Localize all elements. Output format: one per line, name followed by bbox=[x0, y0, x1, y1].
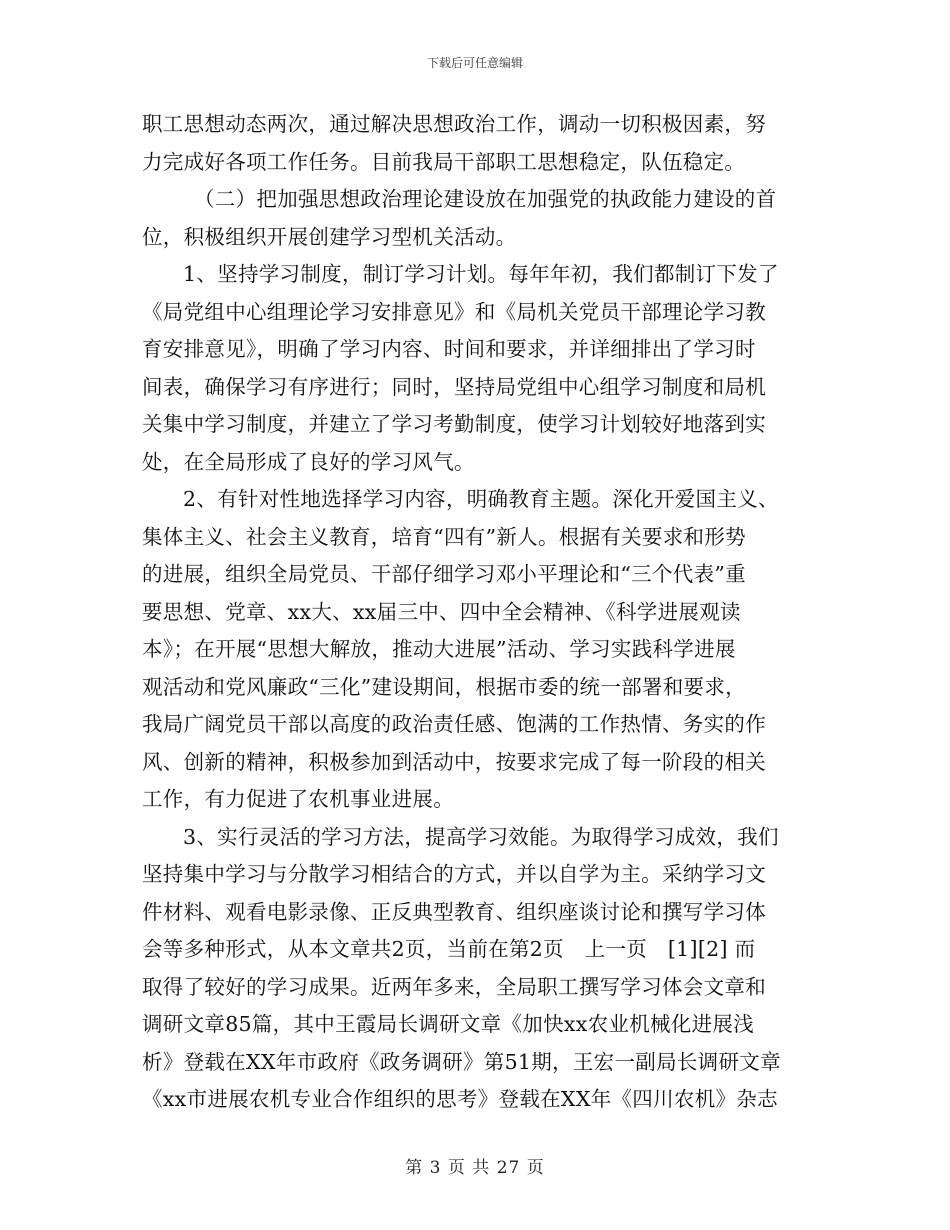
text-line: 本》；在开展“思想大解放，推动大进展”活动、学习实践科学进展 bbox=[142, 637, 736, 661]
text-line: 工作，有力促进了农机事业进展。 bbox=[142, 787, 454, 811]
text-line: 《局党组中心组理论学习安排意见》和《局机关党员干部理论学习教 bbox=[142, 299, 766, 324]
text-line: 取得了较好的学习成果。近两年多来，全局职工撰写学习体会文章和 bbox=[142, 974, 766, 999]
paragraph-start-line: 2、有针对性地选择学习内容，明确教育主题。深化开爱国主义、 bbox=[183, 487, 779, 511]
text-line: 风、创新的精神，积极参加到活动中，按要求完成了每一阶段的相关 bbox=[142, 749, 766, 774]
text-line: 集体主义、社会主义教育，培育“四有”新人。根据有关要求和形势 bbox=[142, 524, 746, 549]
text-line: 观活动和党风廉政“三化”建设期间，根据市委的统一部署和要求， bbox=[142, 674, 746, 699]
text-line: 位，积极组织开展创建学习型机关活动。 bbox=[142, 224, 517, 249]
page-header: 下载后可任意编辑 bbox=[426, 56, 523, 70]
section-heading-line: （二）把加强思想政治理论建设放在加强党的执政能力建设的首 bbox=[194, 187, 777, 211]
text-line: 关集中学习制度，并建立了学习考勤制度，使学习计划较好地落到实 bbox=[142, 412, 766, 436]
text-line: 育安排意见》，明确了学习内容、时间和要求，并详细排出了学习时 bbox=[142, 337, 756, 361]
document-body bbox=[142, 106, 808, 1119]
text-line: 力完成好各项工作任务。目前我局干部职工思想稳定，队伍稳定。 bbox=[142, 149, 746, 174]
text-line: 职工思想动态两次，通过解决思想政治工作，调动一切积极因素，努 bbox=[142, 112, 766, 136]
text-line: 坚持集中学习与分散学习相结合的方式，并以自学为主。采纳学习文 bbox=[142, 862, 766, 886]
text-line: 要思想、党章、xx大、xx届三中、四中全会精神、《科学进展观读 bbox=[142, 599, 741, 624]
text-line: 的进展，组织全局党员、干部仔细学习邓小平理论和“三个代表”重 bbox=[142, 562, 746, 586]
page-footer: 第 3 页 共 27 页 bbox=[405, 1158, 545, 1178]
text-line: 《xx市进展农机专业合作组织的思考》登载在XX年《四川农机》杂志 bbox=[142, 1087, 778, 1111]
text-line: 我局广阔党员干部以高度的政治责任感、饱满的工作热情、务实的作 bbox=[142, 712, 766, 736]
paragraph-start-line: 3、实行灵活的学习方法，提高学习效能。为取得学习成效，我们 bbox=[183, 824, 779, 849]
text-line: 会等多种形式，从本文章共2页，当前在第2页 上一页 [1][2] 而 bbox=[142, 937, 756, 961]
text-line: 件材料、观看电影录像、正反典型教育、组织座谈讨论和撰写学习体 bbox=[142, 899, 766, 924]
text-line: 处，在全局形成了良好的学习风气。 bbox=[142, 449, 475, 474]
text-line: 间表，确保学习有序进行；同时，坚持局党组中心组学习制度和局机 bbox=[142, 374, 766, 399]
text-line: 析》登载在XX年市政府《政务调研》第51期，王宏一副局长调研文章 bbox=[142, 1049, 781, 1074]
paragraph-start-line: 1、坚持学习制度，制订学习计划。每年年初，我们都制订下发了 bbox=[183, 262, 779, 286]
text-line: 调研文章85篇，其中王霞局长调研文章《加快xx农业机械化进展浅 bbox=[142, 1012, 755, 1036]
